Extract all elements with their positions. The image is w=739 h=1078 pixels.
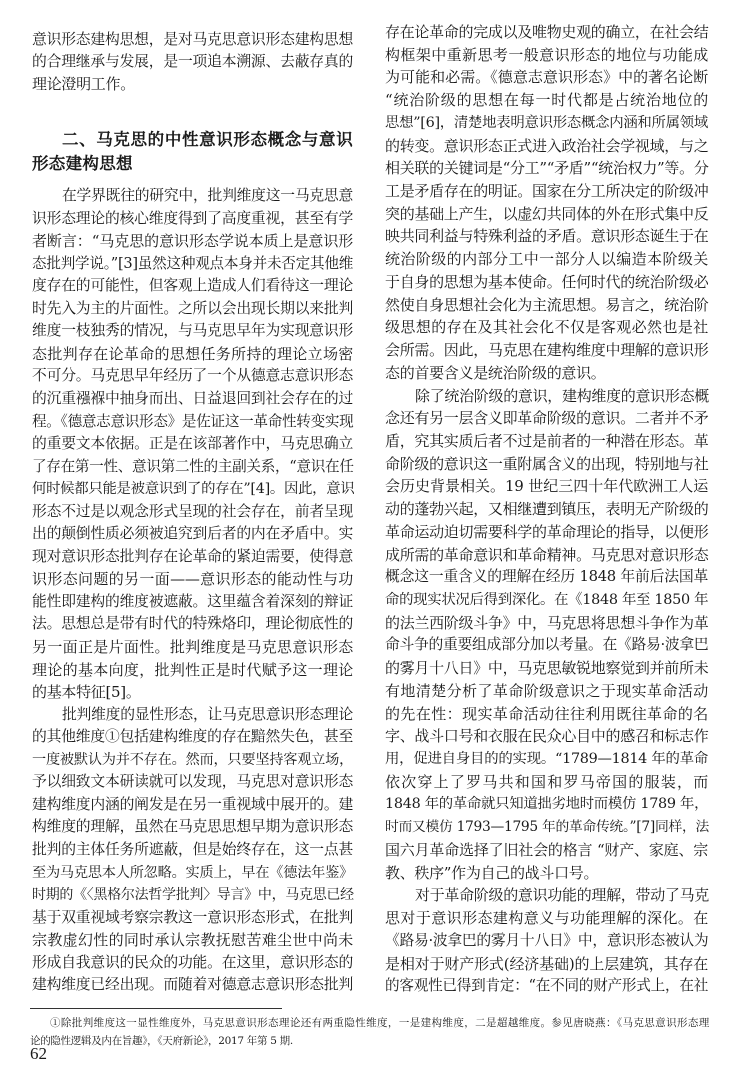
text-line: 映共同利益与特殊利益的矛盾。意识形态诞生于在 — [385, 227, 709, 246]
text-line: 有地清楚分析了革命阶级意识之于现实革命活动 — [385, 681, 708, 700]
text-line: 的雾月十八日》中，马克思敏锐地察觉到并前所未 — [385, 659, 709, 678]
text-line: 《路易·波拿巴的雾月十八日》中，意识形态被认为 — [385, 931, 709, 949]
text-line: 命阶级的意识这一重附属含义的出现，特别地与社 — [385, 454, 709, 473]
footnote-divider — [30, 1008, 282, 1009]
text-line: 盾，究其实质后者不过是前者的一种潜在形态。革 — [385, 431, 709, 450]
footnote-line-1: ①除批判维度这一显性维度外，马克思意识形态理论还有两重隐性维度，一是建构维度，二是超越维度。参见唐晓燕：《马克思意识形态理 — [50, 1017, 709, 1029]
text-line: 级思想的存在及其社会化不仅是客观必然也是社 — [385, 318, 708, 337]
text-line: 意识形态建构思想，是对马克思意识形态建构思想 — [32, 31, 353, 48]
text-line: 念还有另一层含义即革命阶级的意识。二者并不矛 — [385, 409, 709, 428]
text-line: 教、秩序”作为自己的战斗口号。 — [385, 863, 599, 882]
text-line: 依次穿上了罗马共和国和罗马帝国的服装，而 — [385, 772, 708, 791]
text-line: 现对意识形态批判存在论革命的紧迫需要，使得意 — [32, 547, 353, 565]
text-line: 宗教虚幻性的同时承认宗教抚慰苦难尘世中尚未 — [32, 931, 353, 950]
text-line: 维度一枝独秀的情况，与马克思早年为实现意识形 — [32, 322, 353, 340]
text-line: 命斗争的重要组成部分加以考量。在《路易·波拿巴 — [385, 636, 709, 654]
text-line: 何时候都只能是被意识到了的存在”[4]。因此，意识 — [32, 481, 355, 498]
section-heading-line-1: 二、马克思的中性意识形态概念与意识 — [62, 130, 353, 149]
text-line: 革命运动迫切需要科学的革命理论的指导，以便形 — [385, 522, 709, 541]
text-line: 一度被默认为并不存在。然而，只要坚持客观立场， — [32, 751, 353, 768]
text-line: 构维度的理解，虽然在马克思思想早期为意识形态 — [32, 818, 353, 836]
text-line: 批判的主体任务所遮蔽，但是始终存在，这一点甚 — [32, 840, 353, 858]
text-line: 批判维度的显性形态，让马克思意识形态理论 — [62, 705, 353, 723]
text-line: 至为马克思本人所忽略。实质上，早在《德法年鉴》 — [32, 864, 353, 881]
text-line: 予以细致文本研读就可以发现，马克思对意识形态 — [32, 773, 353, 791]
text-line: 程。《德意志意识形态》是佐证这一革命性转变实现 — [32, 412, 354, 430]
text-line: 建构维度已经出现。而随着对德意志意识形态批判 — [32, 976, 353, 994]
text-line: 会历史背景相关。19 世纪三四十年代欧洲工人运 — [385, 477, 708, 496]
text-line: 于自身的思想为基本使命。任何时代的统治阶级必 — [385, 272, 709, 291]
text-line: 然使自身思想社会化为主流思想。易言之，统治阶 — [385, 295, 709, 314]
text-line: 突的基础上产生，以虚幻共同体的外在形式集中反 — [385, 204, 709, 223]
text-line: 态批判存在论革命的思想任务所持的理论立场密 — [32, 344, 353, 363]
text-line: 理论的基本向度，批判性正是时代赋予这一理论 — [32, 660, 353, 679]
text-line: 不可分。马克思早年经历了一个从德意志意识形态 — [32, 367, 353, 385]
text-line: 思想”[6]，清楚地表明意识形态概念内涵和所属领域 — [385, 114, 708, 131]
text-line: 者断言：“马克思的意识形态学说本质上是意识形 — [32, 232, 353, 251]
text-line: 时期的《〈黑格尔法哲学批判〉导言》中，马克思已经 — [32, 887, 354, 904]
text-line: 存在论革命的完成以及唯物史观的确立，在社会结 — [385, 23, 709, 41]
footnote-line-2: 论的隐性逻辑及内在旨趣》，《天府新论》，2017 年第 5 期. — [30, 1035, 293, 1047]
text-line: 对于革命阶级的意识功能的理解，带动了马克 — [415, 886, 710, 905]
text-line: 了存在第一性、意识第二性的主副关系，“意识在任 — [32, 457, 354, 475]
text-line: 的沉重襁褓中抽身而出、日益退回到社会存在的过 — [32, 389, 353, 407]
text-line: 用，促进自身目的的实现。“1789—1814 年的革命 — [385, 751, 708, 768]
text-line: 态批判学说。”[3]虽然这种观点本身并未否定其他维 — [32, 254, 353, 272]
text-line: 态的首要含义是统治阶级的意识。 — [385, 363, 606, 382]
text-line: 另一面正是片面性。批判维度是马克思意识形态 — [32, 638, 353, 656]
text-line: 理论澄明工作。 — [32, 75, 135, 93]
text-line: 为可能和必需。《德意志意识形态》中的著名论断 — [385, 68, 708, 87]
text-line: 在学界既往的研究中，批判维度这一马克思意 — [62, 187, 353, 204]
text-line: 字、战斗口号和衣服在民众心目中的感召和标志作 — [385, 727, 709, 746]
text-line: 形态不过是以观念形式呈现的社会存在，前者呈现 — [32, 502, 353, 520]
text-line: 统治阶级的内部分工中一部分人以编造本阶级关 — [385, 250, 708, 269]
text-line: 思对于意识形态建构意义与功能理解的深化。在 — [385, 909, 708, 928]
text-line: 成所需的革命意识和革命精神。马克思对意识形态 — [385, 545, 709, 564]
text-line: 能性即建构的维度被遮蔽。这里蕴含着深刻的辩证 — [32, 592, 353, 610]
text-line: 动的蓬勃兴起，又相继遭到镇压，表明无产阶级的 — [385, 500, 709, 519]
text-line: 的先在性：现实革命活动往往利用既往革命的名 — [385, 704, 708, 723]
text-line: 除了统治阶级的意识，建构维度的意识形态概 — [415, 386, 710, 405]
text-line: 会所需。因此，马克思在建构维度中理解的意识形 — [385, 341, 709, 360]
text-line: 识形态问题的另一面——意识形态的能动性与功 — [32, 570, 353, 589]
text-line: 的转变。意识形态正式进入政治社会学视域，与之 — [385, 136, 709, 155]
text-line: “统治阶级的思想在每一时代都是占统治地位的 — [385, 91, 708, 110]
text-line: 识形态理论的核心维度得到了高度重视，甚至有学 — [32, 209, 353, 227]
section-heading-line-2: 形态建构思想 — [32, 154, 133, 173]
text-line: 建构维度内涵的阐发是在另一重视域中展开的。建 — [32, 795, 353, 813]
text-line: 国六月革命选择了旧社会的格言 “财产、家庭、宗 — [385, 840, 708, 859]
text-line: 的合理继承与发展，是一项追本溯源、去蔽存真的 — [32, 53, 353, 70]
text-line: 命的现实状况后得到深化。在《1848 年至 1850 年 — [385, 592, 709, 608]
text-line: 时而又模仿 1793—1795 年的革命传统。”[7]同样，法 — [385, 819, 709, 836]
text-line: 法。思想总是带有时代的特殊烙印，理论彻底性的 — [32, 615, 353, 633]
text-line: 的其他维度①包括建构维度的存在黯然失色，甚至 — [32, 728, 353, 746]
text-line: 度存在的可能性，但客观上造成人们看待这一理论 — [32, 277, 353, 295]
text-line: 的重要文本依据。正是在该部著作中，马克思确立 — [32, 435, 353, 453]
text-line: 出的颠倒性质必须被追究到后者的内在矛盾中。实 — [32, 525, 353, 543]
text-line: 相关联的关键词是“分工”“矛盾”“统治权力”等。分 — [385, 159, 709, 178]
text-line: 工是矛盾存在的明证。国家在分工所决定的阶级冲 — [385, 182, 709, 201]
text-line: 概念这一重含义的理解在经历 1848 年前后法国革 — [385, 568, 708, 586]
text-line: 的基本特征[5]。 — [32, 683, 141, 702]
text-line: 基于双重视域考察宗教这一意识形态形式，在批判 — [32, 908, 353, 926]
text-line: 形成自我意识的民众的功能。在这里，意识形态的 — [32, 953, 353, 971]
text-line: 的法兰西阶级斗争》中，马克思将思想斗争作为革 — [385, 613, 709, 632]
text-line: 是相对于财产形式(经济基础)的上层建筑，其存在 — [385, 954, 708, 973]
text-line: 1848 年的革命就只知道拙劣地时而模仿 1789 年， — [385, 796, 709, 813]
page-number: 62 — [30, 1044, 47, 1063]
text-line: 时先入为主的片面性。之所以会出现长期以来批判 — [32, 299, 353, 317]
text-line: 构框架中重新思考一般意识形态的地位与功能成 — [385, 45, 708, 64]
text-line: 的客观性已得到肯定：“在不同的财产形式上，在社 — [385, 977, 708, 995]
